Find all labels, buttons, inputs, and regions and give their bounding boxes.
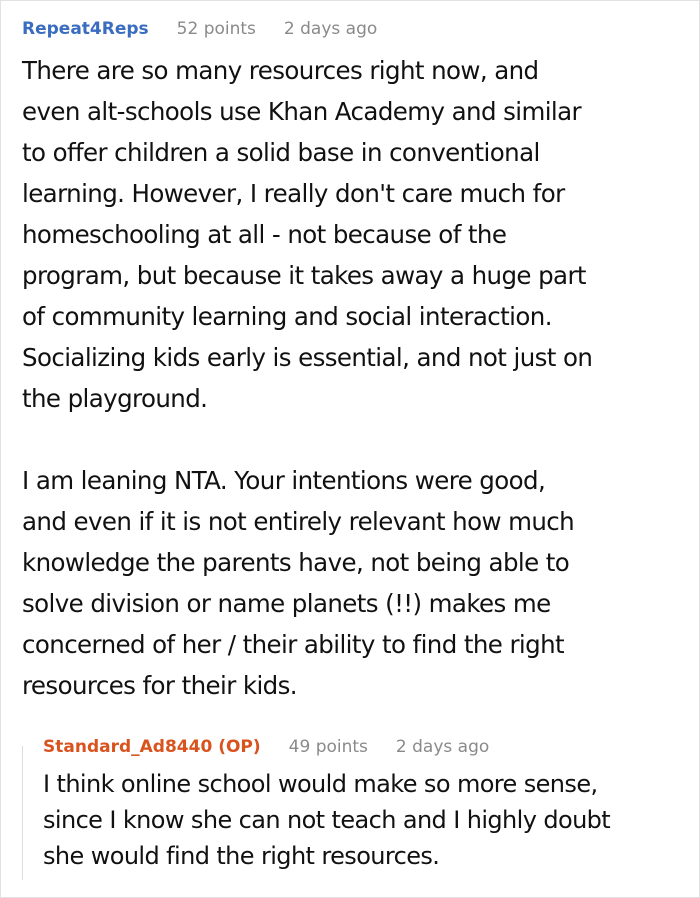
comment-body	[22, 50, 592, 419]
text-line: and even if it is not entirely relevant how much	[22, 507, 575, 536]
text-line: she would find the right resources.	[43, 842, 440, 870]
text-line: concerned of her / their ability to find the right	[22, 630, 565, 659]
reply-time[interactable]: 2 days ago	[395, 737, 490, 757]
text-line: to offer children a solid base in conventional	[22, 138, 540, 167]
comment-body-paragraph-2	[22, 460, 574, 706]
text-line: the playground.	[22, 384, 208, 413]
comment-username[interactable]: Repeat4Reps	[22, 19, 149, 39]
text-line: I think online school would make so more sense,	[43, 770, 598, 798]
reply-thread-line	[22, 746, 23, 880]
text-line: resources for their kids.	[22, 671, 297, 700]
reply-points: 49 points	[288, 737, 368, 757]
text-line: homeschooling at all - not because of the	[22, 220, 507, 249]
comment-time[interactable]: 2 days ago	[283, 19, 378, 39]
text-line: solve division or name planets (!!) makes me	[22, 589, 551, 618]
text-line: program, but because it takes away a huge part	[22, 261, 586, 290]
text-line: of community learning and social interaction.	[22, 302, 552, 331]
text-line: even alt-schools use Khan Academy and similar	[22, 97, 582, 126]
comment-meta	[22, 19, 377, 39]
text-line: I am leaning NTA. Your intentions were good,	[22, 466, 546, 495]
text-line: There are so many resources right now, and	[22, 56, 539, 85]
text-line: Socializing kids early is essential, and not just on	[22, 343, 593, 372]
text-line: knowledge the parents have, not being able to	[22, 548, 570, 577]
reply-body	[43, 766, 610, 874]
text-line: since I know she can not teach and I highly doubt	[43, 806, 611, 834]
text-line: learning. However, I really don't care much for	[22, 179, 565, 208]
reply-meta	[43, 737, 489, 757]
reply-username[interactable]: Standard_Ad8440 (OP)	[43, 737, 261, 757]
comment-points: 52 points	[176, 19, 256, 39]
